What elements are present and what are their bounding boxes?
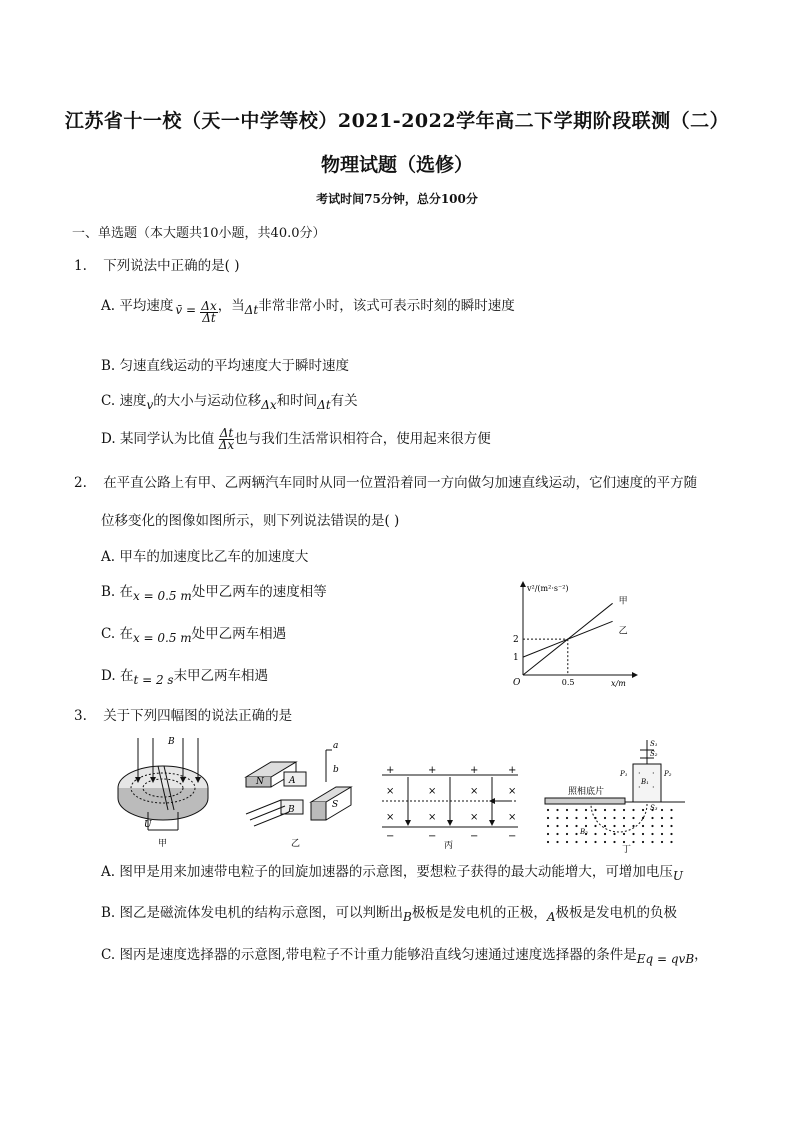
field-dot [632,825,634,827]
field-dot [670,809,672,811]
field-dot [604,809,606,811]
field-dot [566,841,568,843]
svg-text:P₂: P₂ [664,770,672,778]
x-axis-label: x/m [611,679,626,688]
field-dot [594,809,596,811]
question-stem: 下列说法中正确的是( ) [103,258,240,274]
svg-text:×: × [386,812,395,823]
label-S: S [332,800,339,810]
field-dot [575,825,577,827]
svg-text:−: − [386,831,395,842]
field-dot [632,833,634,835]
field-dot [670,833,672,835]
series-label: 甲 [618,596,628,607]
label-photo-film: 照相底片 [568,787,605,797]
svg-text:+: + [386,765,395,776]
q2-option-a[interactable]: A. 甲车的加速度比乙车的加速度大 [101,549,309,565]
label-B: B [168,737,175,747]
field-dot [575,841,577,843]
field-dot [642,825,644,827]
caption-yi: 乙 [291,839,301,849]
field-dot [604,833,606,835]
caption-bing: 丙 [444,841,454,850]
field-dot [613,825,615,827]
svg-text:·: · [638,769,641,778]
field-dot [556,809,558,811]
field-dot [613,817,615,819]
field-dot [594,825,596,827]
svg-text:+: + [428,765,437,776]
q3-option-a[interactable]: A. 图甲是用来加速带电粒子的回旋加速器的示意图，要想粒子获得的最大动能增大，可增加电压U [101,864,683,883]
q1-option-c[interactable]: C. 速度v的大小与运动位移Δx和时间Δt有关 [101,393,358,412]
field-dot [556,833,558,835]
question-2 [74,473,734,493]
caption-ding: 丁 [622,845,632,854]
field-dot [547,809,549,811]
field-dot [585,841,587,843]
field-dot [604,841,606,843]
svg-text:+: + [470,765,479,776]
field-dot [594,841,596,843]
field-dot [642,841,644,843]
field-dot [651,841,653,843]
field-dot [613,833,615,835]
svg-text:−: − [428,831,437,842]
svg-text:S₁: S₁ [650,740,658,748]
field-dot [547,833,549,835]
field-dot [651,825,653,827]
field-dot [623,841,625,843]
fraction: $\frac{\Delta x}{\Delta t}$ [201,299,217,325]
q1-option-d[interactable]: D. 某同学认为比值 $\frac{\Delta t}{\Delta x}$ 也与我们生活常识相符合，使用起来很方便 [101,426,491,452]
svg-text:×: × [470,812,479,823]
svg-text:·: · [638,783,641,792]
field-dot [547,817,549,819]
svg-text:+: + [508,765,517,776]
field-dot [661,841,663,843]
field-dot [604,817,606,819]
field-dot [670,841,672,843]
field-dot [651,817,653,819]
svg-text:×: × [428,786,437,797]
field-dot [670,817,672,819]
field-dot [632,817,634,819]
paper-subtitle: 物理试题（选修） [320,154,473,176]
origin-label: O [513,678,521,688]
field-dot [642,809,644,811]
field-dot [623,809,625,811]
label-b: b [333,765,339,775]
field-dot [613,841,615,843]
q1-option-b[interactable]: B. 匀速直线运动的平均速度大于瞬时速度 [101,358,350,374]
field-dot [661,825,663,827]
y-axis-label: v²/(m²·s⁻²) [527,584,569,593]
series-label: 乙 [618,626,628,637]
field-dot [623,817,625,819]
svg-text:S₂: S₂ [650,750,658,758]
svg-text:×: × [386,786,395,797]
svg-text:×: × [428,812,437,823]
figure-bing-velocity-selector [380,765,520,850]
field-dot [585,825,587,827]
svg-text:S₃: S₃ [650,804,658,812]
field-dot [566,817,568,819]
field-dot [661,833,663,835]
q3-option-b[interactable]: B. 图乙是磁流体发电机的结构示意图，可以判断出B极板是发电机的正极，A极板是发电机的负极 [101,905,678,924]
section-title: 一、单选题（本大题共10小题，共40.0分） [72,226,326,241]
paper-title: 江苏省十一校（天一中学等校）2021-2022学年高二下学期阶段联测（二） [64,110,730,132]
svg-text:×: × [508,786,517,797]
question-stem-line2: 位移变化的图像如图所示，则下列说法错误的是( ) [101,513,400,529]
q2-option-b[interactable]: B. 在x = 0.5 m处甲乙两车的速度相等 [101,584,327,603]
x-tick-label: 0.5 [561,678,575,687]
field-dot [556,825,558,827]
field-dot [632,841,634,843]
figure-yi-mhd-generator [236,732,356,850]
field-dot [661,809,663,811]
field-dot [623,833,625,835]
label-N: N [256,777,264,787]
label-B: B [288,805,295,815]
field-dot [670,825,672,827]
field-dot [604,825,606,827]
question-1 [74,256,240,276]
question-3 [74,706,292,726]
field-dot [661,817,663,819]
field-dot [566,825,568,827]
field-dot [566,809,568,811]
svg-text:·: · [652,783,655,792]
field-dot [547,825,549,827]
label-U: U [144,820,152,830]
exam-info: 考试时间75分钟，总分100分 [316,192,478,206]
q2-option-d[interactable]: D. 在t = 2 s末甲乙两车相遇 [101,668,269,687]
field-dot [575,833,577,835]
svg-text:×: × [508,812,517,823]
figure-jia-cyclotron [108,730,218,850]
field-dot [632,809,634,811]
fraction: $\frac{\Delta t}{\Delta x}$ [218,426,235,452]
svg-text:×: × [470,786,479,797]
field-dot [556,841,558,843]
question-number: 2. [74,475,87,491]
question-stem: 关于下列四幅图的说法正确的是 [103,708,293,724]
field-dot [585,809,587,811]
field-dot [642,833,644,835]
question-number: 1. [74,258,87,274]
field-dot [623,825,625,827]
svg-text:B₂: B₂ [580,828,588,836]
label-a: a [333,741,339,751]
field-dot [575,817,577,819]
caption-jia: 甲 [158,839,168,849]
svg-text:P₁: P₁ [620,770,628,778]
field-dot [651,833,653,835]
field-dot [575,809,577,811]
field-dot [594,833,596,835]
field-dot [556,817,558,819]
label-A: A [289,776,296,786]
field-dot [613,809,615,811]
v2-x-graph [505,580,645,690]
svg-text:·: · [652,769,655,778]
svg-text:−: − [508,831,517,842]
svg-text:−: − [470,831,479,842]
question-stem-line1: 在平直公路上有甲、乙两辆汽车同时从同一位置沿着同一方向做匀加速直线运动，它们速度的平方随 [103,475,698,491]
svg-text:B₁: B₁ [641,778,649,786]
q2-option-c[interactable]: C. 在x = 0.5 m处甲乙两车相遇 [101,626,287,645]
field-dot [585,817,587,819]
q1-option-a[interactable]: A. 平均速度 v̄ = $\frac{\Delta x}{\Delta t}$ ，当Δt非常非常小时，该式可表示时刻的瞬时速度 [101,298,515,325]
field-dot [547,841,549,843]
y-tick-label: 1 [513,653,519,664]
y-tick-label: 2 [513,635,519,646]
question-number: 3. [74,708,87,724]
q3-option-c[interactable]: C. 图丙是速度选择器的示意图,带电粒子不计重力能够沿直线匀速通过速度选择器的条件是Eq = qvB， [101,947,708,966]
field-dot [566,833,568,835]
figure-ding-mass-spectrometer [540,736,690,854]
